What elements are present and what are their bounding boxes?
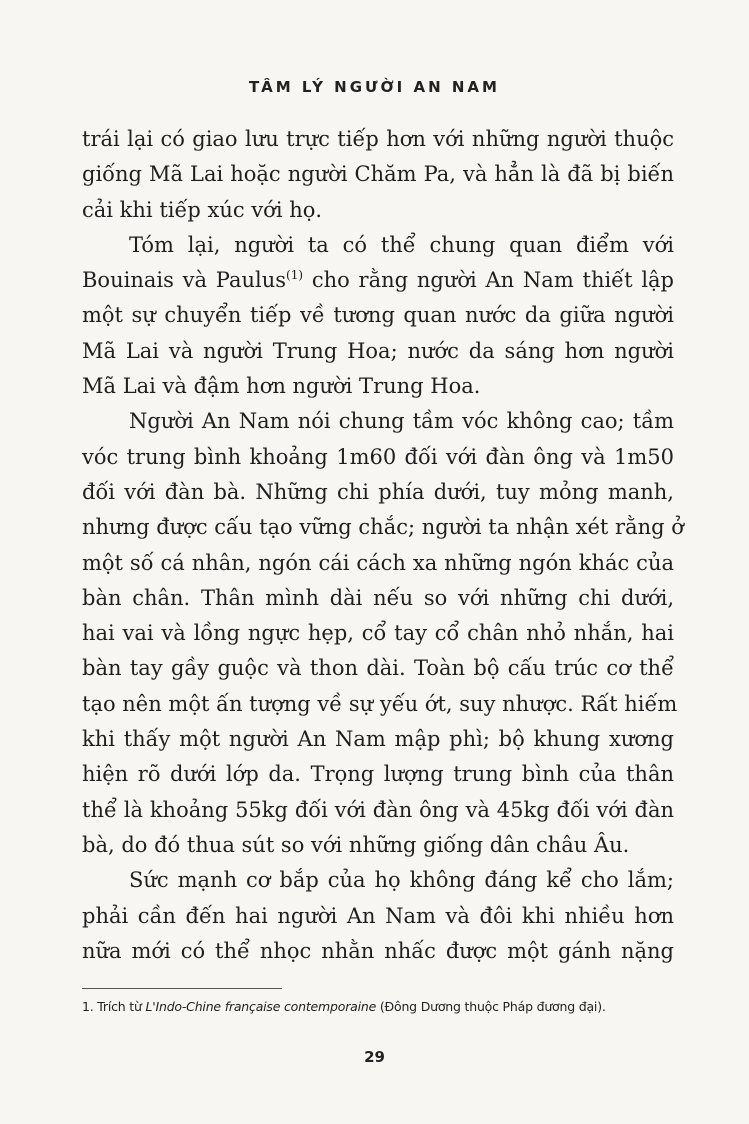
text-line: khi thấy một người An Nam mập phì; bộ khung xương: [82, 727, 674, 752]
text-line: trái lại có giao lưu trực tiếp hơn với những người thuộc: [82, 127, 674, 151]
text-line: tạo nên một ấn tượng về sự yếu ớt, suy nhược. Rất hiếm: [82, 691, 678, 716]
text-line: đối với đàn bà. Những chi phía dưới, tuy mỏng manh,: [82, 479, 674, 504]
footnote-marker[interactable]: (1): [286, 268, 304, 283]
text-line: bàn tay gầy guộc và thon dài. Toàn bộ cấu trúc cơ thể: [82, 656, 674, 681]
text-line: Người An Nam nói chung tầm vóc không cao; tầm: [129, 409, 674, 434]
text-line: vóc trung bình khoảng 1m60 đối với đàn ông và 1m50: [82, 444, 674, 469]
text-line: Tóm lại, người ta có thể chung quan điểm với: [129, 232, 674, 257]
text-fragment: cho rằng người An Nam thiết lập: [311, 268, 674, 293]
text-line: nữa mới có thể nhọc nhằn nhấc được một gánh nặng: [82, 938, 674, 963]
text-line: cải khi tiếp xúc với họ.: [82, 197, 323, 222]
text-line: Mã Lai và đậm hơn người Trung Hoa.: [82, 374, 481, 399]
text-fragment: Bouinais và Paulus: [82, 268, 287, 293]
text-line: bà, do đó thua sút so với những giống dân châu Âu.: [82, 832, 630, 857]
footnote-suffix: (Đông Dương thuộc Pháp đương đại).: [376, 999, 606, 1014]
text-line: thể là khoảng 55kg đối với đàn ông và 45kg đối với đàn: [82, 797, 674, 822]
text-line: Sức mạnh cơ bắp của họ không đáng kể cho lắm;: [129, 868, 674, 893]
footnote-prefix: 1. Trích từ: [82, 999, 146, 1014]
text-line: bàn chân. Thân mình dài nếu so với những chi dưới,: [82, 585, 674, 610]
text-line-with-footnote: [82, 263, 674, 298]
text-line: hai vai và lồng ngực hẹp, cổ tay cổ chân nhỏ nhắn, hai: [82, 621, 674, 646]
text-line: phải cần đến hai người An Nam và đôi khi nhiều hơn: [82, 903, 674, 928]
text-line: hiện rõ dưới lớp da. Trọng lượng trung bình của thân: [82, 762, 674, 787]
footnote-divider: [82, 988, 282, 989]
text-line: nhưng được cấu tạo vững chắc; người ta nhận xét rằng ở: [82, 515, 684, 540]
footnote: [82, 998, 682, 1016]
page-number: 29: [364, 1048, 385, 1066]
text-line: giống Mã Lai hoặc người Chăm Pa, và hẳn là đã bị biến: [82, 162, 674, 187]
text-line: một số cá nhân, ngón cái cách xa những ngón khác của: [82, 550, 674, 575]
main-text: [82, 122, 684, 969]
running-header: TÂM LÝ NGƯỜI AN NAM: [249, 78, 500, 96]
footnote-source-title: L'Indo-Chine française contemporaine: [145, 999, 377, 1014]
text-line: Mã Lai và người Trung Hoa; nước da sáng hơn người: [82, 338, 674, 363]
text-line: một sự chuyển tiếp về tương quan nước da giữa người: [82, 303, 674, 328]
